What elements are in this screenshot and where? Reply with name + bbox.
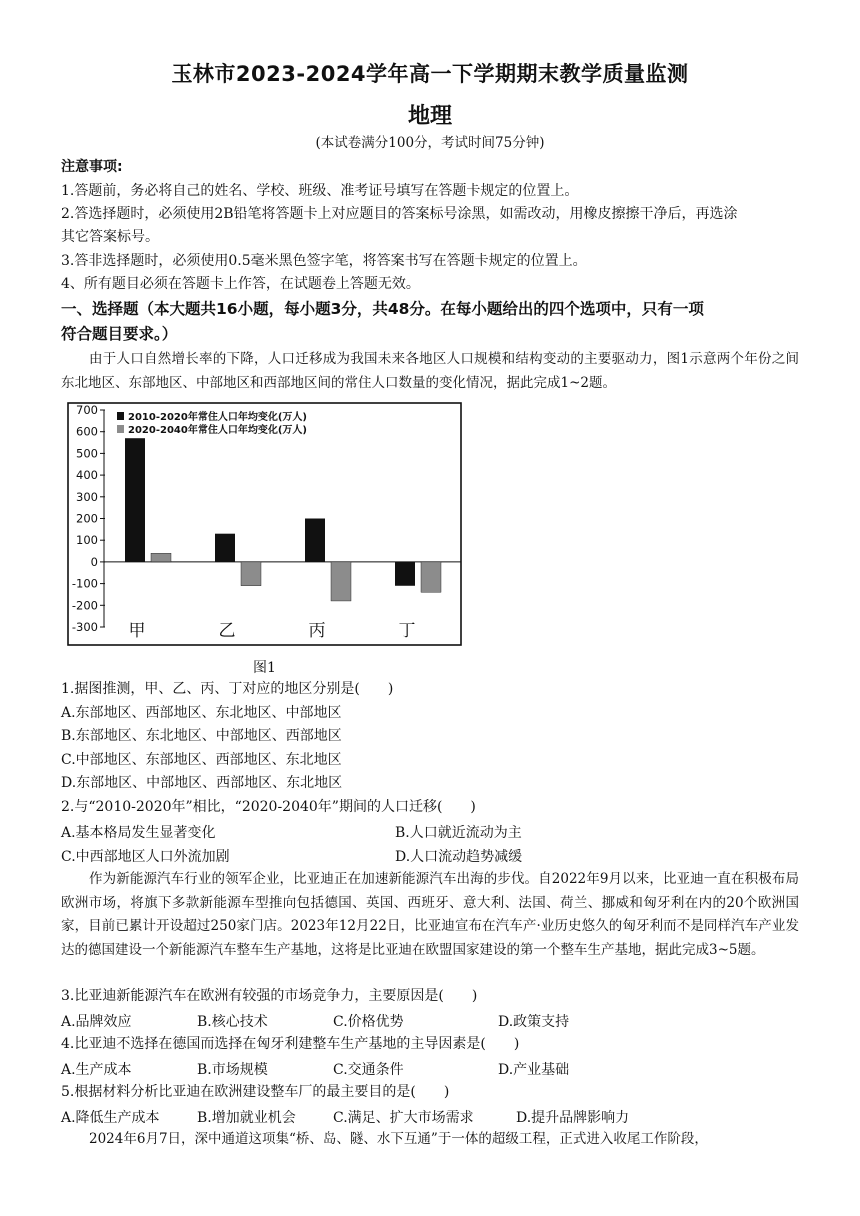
question-5-option-c: C.满足、扩大市场需求 bbox=[333, 1110, 474, 1126]
y-tick-label: 700 bbox=[76, 403, 98, 417]
question-4-option-c: C.交通条件 bbox=[333, 1062, 404, 1078]
notice-item: 1.答题前，务必将自己的姓名、学校、班级、准考证号填写在答题卡规定的位置上。 bbox=[61, 183, 579, 199]
question-3-stem: 3.比亚迪新能源汽车在欧洲有较强的市场竞争力，主要原因是( ) bbox=[61, 988, 478, 1004]
passage-2: 作为新能源汽车行业的领军企业，比亚迪正在加速新能源汽车出海的步伐。自2022年9月以来，比亚迪一直在积极布局欧洲市场，将旗下多款新能源车型推向包括德国、英国、西班牙、意大利、法国、荷兰、挪威和匈牙利在内的20个欧洲国家，目前已累计开设超过250家门店。2023年12月22日，比亚迪宣布在汽车产·业历史悠久的匈牙利而不是同样汽车产业发达的德国建设一个新能源汽车整车生产基地，这将是比亚迪在欧盟国家建设的第一个整车生产基地，据此完成3~5题。 bbox=[61, 871, 799, 958]
question-5-option-b: B.增加就业机会 bbox=[197, 1110, 296, 1126]
y-tick-label: -300 bbox=[71, 620, 98, 634]
question-2-option-a: A.基本格局发生显著变化 bbox=[61, 825, 216, 841]
y-tick-label: -100 bbox=[71, 576, 98, 591]
question-1-option-d: D.东部地区、中部地区、西部地区、东北地区 bbox=[61, 775, 343, 791]
question-2-option-d: D.人口流动趋势减缓 bbox=[395, 849, 523, 865]
question-2-stem: 2.与“2010-2020年”相比，“2020-2040年”期间的人口迁移( ) bbox=[61, 799, 476, 815]
exam-note: (本试卷满分100分，考试时间75分钟) bbox=[315, 135, 545, 151]
notice-heading: 注意事项: bbox=[61, 159, 123, 175]
y-tick-label: 500 bbox=[76, 446, 98, 461]
y-tick-label: 0 bbox=[90, 554, 98, 569]
y-tick-label: -200 bbox=[71, 598, 98, 613]
legend-label: 2020-2040年常住人口年均变化(万人) bbox=[128, 425, 307, 436]
exam-title: 玉林市2023-2024学年高一下学期期末教学质量监测 bbox=[171, 62, 689, 86]
notice-item: 2.答选择题时，必须使用2B铅笔将答题卡上对应题目的答案标号涂黑，如需改动，用橡皮擦擦干净后，再选涂 bbox=[61, 206, 738, 222]
population-bar-chart bbox=[64, 400, 464, 648]
bar bbox=[395, 562, 415, 586]
y-tick-label: 400 bbox=[76, 468, 98, 483]
notice-item: 3.答非选择题时，必须使用0.5毫米黑色签字笔，将答案书写在答题卡规定的位置上。 bbox=[61, 253, 587, 269]
question-3-option-c: C.价格优势 bbox=[333, 1014, 404, 1030]
y-tick-label: 100 bbox=[76, 533, 98, 548]
bar bbox=[151, 553, 171, 562]
question-3-option-b: B.核心技术 bbox=[197, 1014, 268, 1030]
chart-svg bbox=[64, 400, 464, 648]
bar bbox=[241, 562, 261, 586]
question-4-stem: 4.比亚迪不选择在德国而选择在匈牙利建整车生产基地的主导因素是( ) bbox=[61, 1036, 520, 1052]
category-label: 乙 bbox=[218, 621, 236, 641]
category-label: 丁 bbox=[398, 621, 416, 641]
notice-item: 4、所有题目必须在答题卡上作答，在试题卷上答题无效。 bbox=[61, 276, 420, 292]
question-4-option-b: B.市场规模 bbox=[197, 1062, 268, 1078]
bar bbox=[215, 534, 235, 562]
notice-item: 其它答案标号。 bbox=[61, 229, 159, 245]
y-tick-label: 300 bbox=[76, 489, 98, 504]
question-2-option-c: C.中西部地区人口外流加剧 bbox=[61, 849, 230, 865]
question-5-option-a: A.降低生产成本 bbox=[61, 1110, 160, 1126]
section-heading-cont: 符合题目要求。） bbox=[61, 325, 178, 343]
figure-caption: 图1 bbox=[253, 660, 276, 676]
question-1-option-c: C.中部地区、东部地区、西部地区、东北地区 bbox=[61, 752, 342, 768]
category-label: 丙 bbox=[308, 621, 326, 641]
legend-swatch bbox=[117, 412, 124, 420]
question-5-stem: 5.根据材料分析比亚迪在欧洲建设整车厂的最主要目的是( ) bbox=[61, 1084, 450, 1100]
question-1-option-b: B.东部地区、东北地区、中部地区、西部地区 bbox=[61, 728, 342, 744]
question-4-option-d: D.产业基础 bbox=[498, 1062, 570, 1078]
passage-1: 由于人口自然增长率的下降，人口迁移成为我国未来各地区人口规模和结构变动的主要驱动力，图1示意两个年份之间东北地区、东部地区、中部地区和西部地区间的常住人口数量的变化情况，据此完成1~2题。 bbox=[61, 351, 799, 391]
category-label: 甲 bbox=[128, 621, 146, 641]
y-tick-label: 600 bbox=[76, 424, 98, 439]
question-4-option-a: A.生产成本 bbox=[61, 1062, 132, 1078]
question-3-option-d: D.政策支持 bbox=[498, 1014, 570, 1030]
bar bbox=[331, 562, 351, 601]
passage-3: 2024年6月7日，深中通道这项集“桥、岛、隧、水下互通”于一体的超级工程，正式进入收尾工作阶段， bbox=[89, 1131, 708, 1147]
legend-label: 2010-2020年常住人口年均变化(万人) bbox=[128, 412, 307, 423]
bar bbox=[305, 519, 325, 562]
bar bbox=[421, 562, 441, 592]
y-tick-label: 200 bbox=[76, 511, 98, 526]
question-1-option-a: A.东部地区、西部地区、东北地区、中部地区 bbox=[61, 705, 342, 721]
bar bbox=[125, 438, 145, 562]
question-2-option-b: B.人口就近流动为主 bbox=[395, 825, 522, 841]
section-heading: 一、选择题（本大题共16小题，每小题3分，共48分。在每小题给出的四个选项中，只有一项 bbox=[61, 300, 704, 318]
question-5-option-d: D.提升品牌影响力 bbox=[516, 1110, 630, 1126]
question-3-option-a: A.品牌效应 bbox=[61, 1014, 132, 1030]
question-1-stem: 1.据图推测，甲、乙、丙、丁对应的地区分别是( ) bbox=[61, 681, 394, 697]
legend-swatch bbox=[117, 425, 124, 433]
subject-title: 地理 bbox=[407, 104, 452, 129]
